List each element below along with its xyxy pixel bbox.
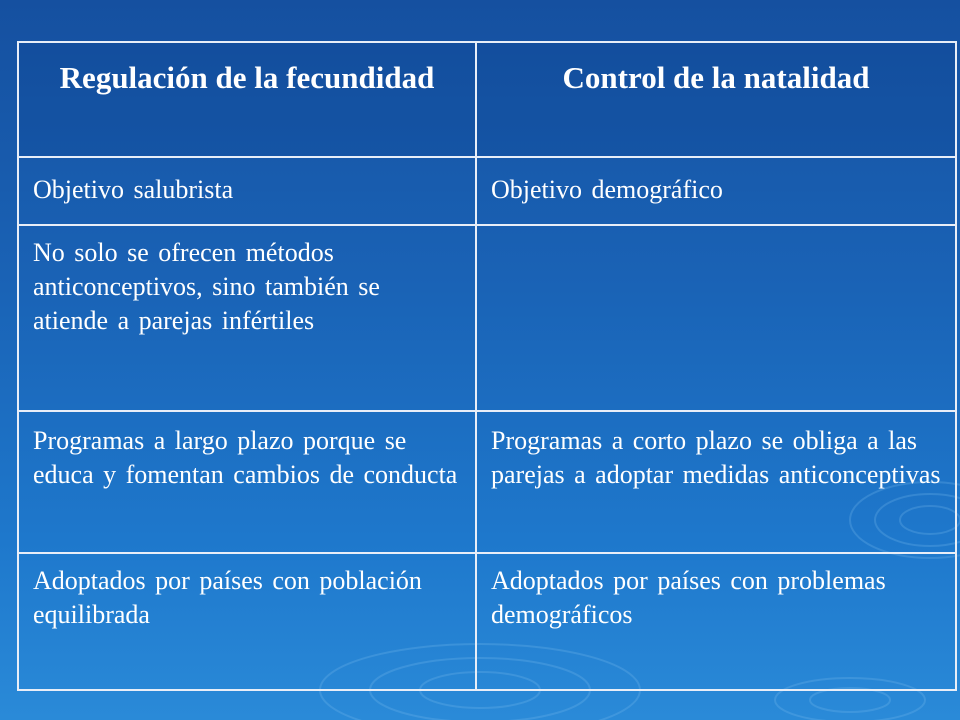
comparison-table xyxy=(17,41,957,691)
table-row xyxy=(18,225,956,411)
table-cell: No solo se ofrecen métodos anticonceptivos, sino también se atiende a parejas infértiles xyxy=(18,225,476,411)
table-cell: Objetivo salubrista xyxy=(18,157,476,225)
table-cell: Objetivo demográfico xyxy=(476,157,956,225)
table-cell-empty xyxy=(476,225,956,411)
header-control-natalidad: Control de la natalidad xyxy=(476,42,956,157)
table-row xyxy=(18,553,956,690)
table-row xyxy=(18,411,956,553)
header-regulacion-fecundidad: Regulación de la fecundidad xyxy=(18,42,476,157)
table-header-row xyxy=(18,42,956,157)
table-cell: Adoptados por países con problemas demográficos xyxy=(476,553,956,690)
table-cell: Programas a largo plazo porque se educa y fomentan cambios de conducta xyxy=(18,411,476,553)
table-cell: Programas a corto plazo se obliga a las parejas a adoptar medidas anticonceptivas xyxy=(476,411,956,553)
table-cell: Adoptados por países con población equilibrada xyxy=(18,553,476,690)
table-row xyxy=(18,157,956,225)
